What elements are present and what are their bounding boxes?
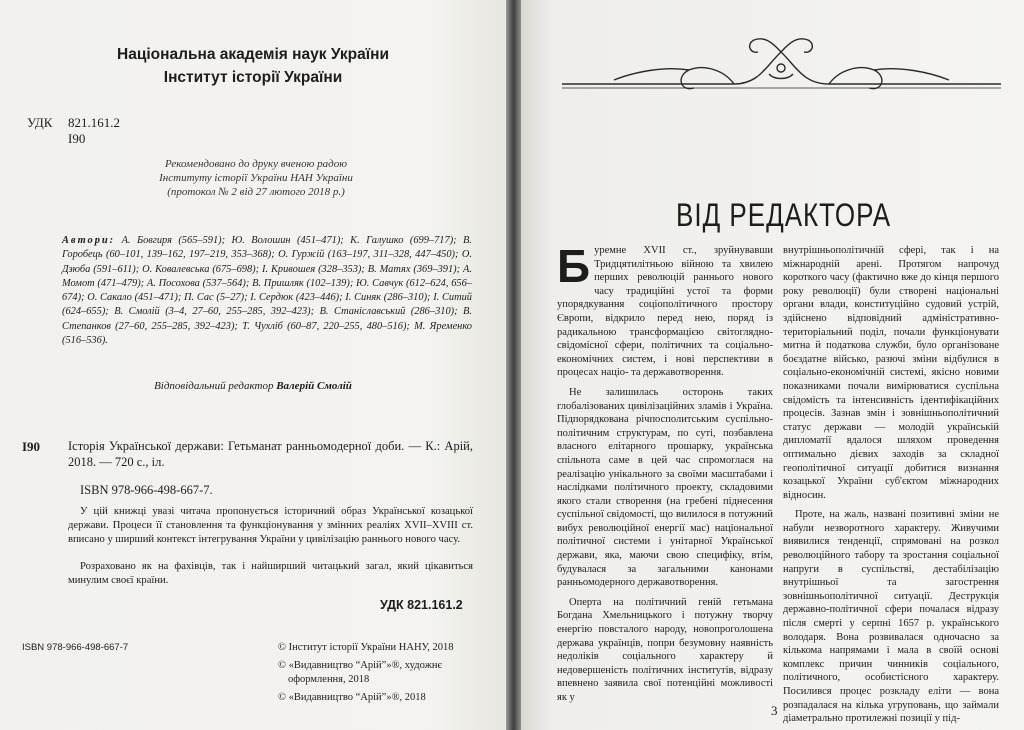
copyright-block	[278, 641, 454, 705]
left-page-imprint	[0, 0, 506, 730]
copyright-design: © «Видавництво “Арій”»®, художнє	[278, 660, 442, 671]
editor-name: Валерій Смолій	[276, 380, 352, 392]
text-column-1	[557, 240, 773, 711]
responsible-editor	[0, 380, 506, 392]
editor-prefix: Відповідальний редактор	[154, 380, 274, 392]
paragraph-1-text: уремне XVII ст., зруйнувавши Тридцятилітньою війною та хвилею перших революцій раннього нового часу традиційні устої та форми упорядкування соціополітичного простору Європи, відкрило перед нею, поряд із радикальною трансформацією світоглядно-свідомісної сфери, політичних та соціально-економічних систем, і нові перспективи в процесах націо- та державотворення.	[557, 245, 773, 379]
authors-label: Автори:	[62, 235, 116, 246]
isbn-bottom: ISBN 978-966-498-667-7	[22, 642, 129, 653]
book-code: І90	[22, 439, 41, 454]
right-page-foreword	[521, 0, 1024, 730]
recommendation-line-1: Рекомендовано до друку вченою радою	[165, 158, 347, 170]
ornament-header	[554, 22, 1009, 112]
annotation-paragraph-2: Розраховано як на фахівців, так і найширший читацький загал, який цікавиться минулим своєї країни.	[68, 561, 473, 586]
paragraph-2: Не залишилась осторонь таких глобалізованих цивілізаційних зламів і Україна. Підпорядкована річпосполитським суспільно-політичним структурам, по суті, позбавлена власного елітарного прошарку, українська спільнота саме в цей час спромоглася на реалізацію унікального за своїми масштабами і наслідками політичного проекту, складовими якого стали створення (на гребені піднесення суспільної свідомості, що вилилося в потужний вибух революційної енергії мас) національної політичної системи і унітарної Української держави, яка, маючи свою специфіку, втім, будувалася за загальними канонами ранньомодерного державотворення.	[557, 386, 773, 589]
institution-institute: Інститут історії України	[163, 69, 343, 86]
recommendation	[60, 157, 452, 199]
copyright-design-cont: оформлення, 2018	[288, 674, 370, 685]
paragraph-1	[557, 240, 773, 380]
institution-academy: Національна академія наук України	[117, 46, 389, 63]
udk-number: 821.161.2	[68, 115, 120, 130]
udk-bottom: УДК 821.161.2	[380, 598, 463, 612]
recommendation-line-3: (протокол № 2 від 27 лютого 2018 р.)	[167, 186, 345, 198]
page-number: 3	[771, 703, 778, 718]
paragraph-3: Оперта на політичний геній гетьмана Богдана Хмельницького і потужну творчу енергію повсталого народу, новопроголошена держава українців, попри безумовну наявність недоліків соціального характеру й недовершеність політичних інститутів, відразу впевнено заявила свої потенційні можливості як у	[557, 596, 773, 703]
paragraph-5: Проте, на жаль, названі позитивні зміни не набули незворотного характеру. Живучими виявилися тенденції, спрямовані на розкол революційного табору та зростання соціальної напруги в суспільстві, дестабілізацію внутрішньої та загострення зовнішньополітичної ситуації. Деструкція державно-політичної сфери почалася відразу після смерті у серпні 1657 р. українського володаря. Вона розвивалася одночасно за кількома напрямами і мала в своїй основі комплекс причин чинників соціального, політичного, особистісного характеру. Посилився процес розкладу еліти — вона розпадалася на кілька угруповань, що займали діаметрально протилежні позиції у під-	[783, 509, 999, 725]
dropcap-letter: Б	[557, 240, 591, 292]
book-description: Історія Української держави: Гетьманат ранньомодерної доби. — К.: Арій, 2018. — 720 с., іл.	[68, 439, 473, 469]
udk-code: І90	[68, 131, 86, 146]
copyright-institute: © Інститут історії України НАНУ, 2018	[278, 642, 454, 653]
book-gutter	[506, 0, 521, 730]
udk-label: УДК	[27, 115, 53, 130]
page-title: ВІД РЕДАКТОРА	[676, 196, 892, 234]
authors-list: А. Бовгиря (565–591); Ю. Волошин (451–471); К. Галушко (699–717); В. Горобець (60–101, 139–162, 197–219, 353–368); О. Гуржій (163–197, 311–328, 447–450); О. Дзюба (591–611); О. Ковалевська (675–698); І. Кривошея (328–353); В. Матях (369–391); А. Момот (471–479); А. Посохова (537–564); В. Пришляк (102–139); Ю. Савчук (612–624, 656–674); О. Сакало (451–471); П. Сас (5–27); І. Сердюк (423–446); І. Синяк (286–310); І. Ситий (624–655); В. Смолій (3–4, 27–60, 255–285, 392–423); В. Станіславський (286–310); В. Степанков (27–60, 255–285, 392–423); Т. Чухліб (60–87, 220–255, 480–516); М. Яременко (516–536).	[62, 235, 472, 347]
text-column-2	[783, 244, 999, 730]
authors-block	[62, 234, 472, 348]
copyright-publisher: © «Видавництво “Арій”»®, 2018	[278, 692, 426, 703]
isbn-main: ISBN 978-966-498-667-7.	[80, 483, 213, 497]
recommendation-line-2: Інституту історії України НАН України	[159, 172, 353, 184]
paragraph-4: внутрішньополітичній сфері, так і на міжнародній арені. Протягом напрочуд короткого часу (фактично вже до кінця першого року революції) були створені національні органи влади, конституційно судовий устрій, здійснено відповідний адміністративно-територіальний поділ, почали функціонувати митна й податкова служби, було організоване боєздатне військо, разючі зміни відбулися в соціально-економічній системі, якісно новими показниками почали вимірюватися суспільна свідомість та інтенсивність ідентифікаційних процесів. Зазнав змін і зовнішньополітичний статус держави — молодій українській дипломатії вдалося шляхом проведення оптимально дієвих заходів за складної геополітичної ситуації добитися визнання козацької України суб'єктом міжнародних відносин.	[783, 245, 999, 501]
annotation-paragraph-1: У цій книжці увазі читача пропонується історичний образ Української козацької держави. Процеси її становлення та функціонування у змінних реаліях XVII–XVIII ст. вписано у ширший контекст інтегрування України у цивілізацію раннього нового часу.	[68, 506, 473, 545]
